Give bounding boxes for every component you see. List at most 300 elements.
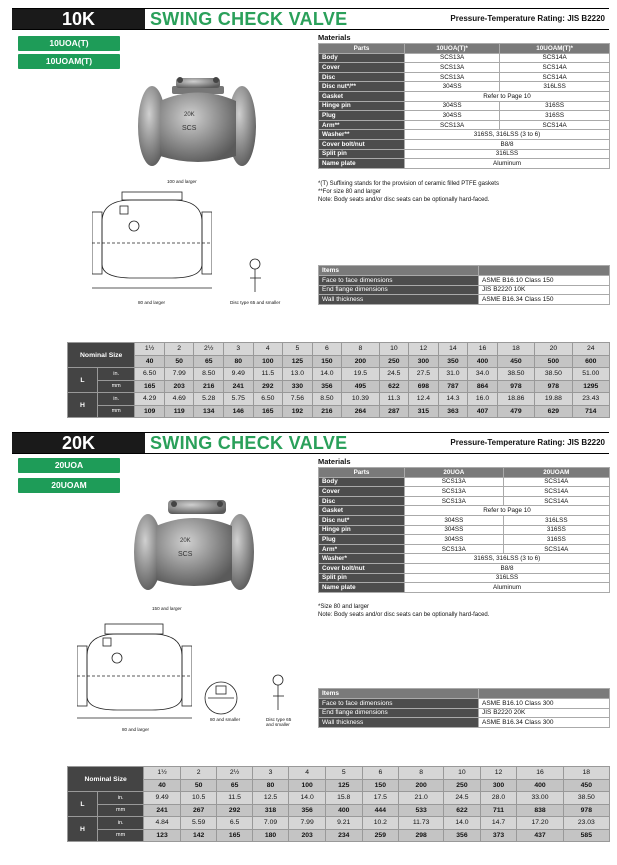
header-col-a: 20UOA	[405, 468, 504, 478]
dim-value-mm: 203	[164, 380, 194, 393]
dim-value-in: 17.20	[517, 817, 563, 830]
disc-type-drawing	[270, 674, 290, 714]
dim-value-mm: 318	[252, 804, 289, 817]
dim-row-L-mm	[68, 380, 610, 393]
cell: 316SS, 316LSS (3 to 6)	[405, 554, 610, 564]
size-inch: 5	[325, 767, 362, 780]
cell: SCS13A	[405, 120, 500, 130]
valve-drawing	[92, 178, 212, 293]
dim-value-mm: 165	[253, 405, 283, 418]
part-name: Body	[319, 477, 405, 487]
footnote: *(T) Suffixing stands for the provision of ceramic filled PTFE gaskets	[318, 181, 499, 187]
size-mm: 125	[283, 355, 313, 368]
dim-value-mm: 479	[497, 405, 534, 418]
dim-value-mm: 109	[135, 405, 165, 418]
table-row	[319, 563, 610, 573]
item-value: ASME B16.34 Class 150	[479, 295, 610, 305]
table-row	[319, 285, 610, 295]
dim-value-mm: 714	[572, 405, 609, 418]
dim-value-mm: 622	[379, 380, 409, 393]
dim-value-mm: 711	[480, 804, 517, 817]
size-inch: 5	[283, 343, 313, 356]
size-mm: 40	[144, 779, 181, 792]
dimension-table	[67, 342, 610, 418]
dim-value-mm: 373	[480, 829, 517, 842]
footnote: Note: Body seats and/or disc seats can be optionally hard-faced.	[318, 612, 490, 618]
part-name: Plug	[319, 111, 405, 121]
dim-value-mm: 978	[563, 804, 609, 817]
size-mm: 100	[253, 355, 283, 368]
item-label: End flange dimensions	[319, 708, 479, 718]
table-row	[319, 506, 610, 516]
dim-value-mm: 264	[342, 405, 379, 418]
dim-value-mm: 259	[362, 829, 399, 842]
size-mm: 40	[135, 355, 165, 368]
part-name: Arm*	[319, 544, 405, 554]
dim-value-mm: 495	[342, 380, 379, 393]
dim-value-in: 18.86	[497, 393, 534, 406]
dim-value-in: 38.50	[563, 792, 609, 805]
table-row	[319, 149, 610, 159]
cell: 316LSS	[500, 82, 610, 92]
dim-value-mm: 864	[468, 380, 498, 393]
dim-value-in: 9.49	[144, 792, 181, 805]
unit-in: in.	[98, 792, 144, 805]
svg-text:20K: 20K	[180, 538, 191, 544]
table-row	[319, 544, 610, 554]
size-in-row	[68, 767, 610, 780]
size-mm: 200	[342, 355, 379, 368]
caption-disc-type: Disc type 65 and smaller	[266, 717, 292, 727]
dim-value-in: 10.39	[342, 393, 379, 406]
size-mm: 65	[217, 779, 252, 792]
dim-value-mm: 585	[563, 829, 609, 842]
dim-value-in: 23.43	[572, 393, 609, 406]
size-inch: 8	[399, 767, 444, 780]
header-blank	[479, 266, 610, 276]
table-row	[319, 554, 610, 564]
model-badge: 10UOA(T)	[18, 36, 120, 51]
dim-value-in: 7.99	[164, 368, 194, 381]
section-title: SWING CHECK VALVE	[150, 9, 348, 29]
part-name: Disc	[319, 496, 405, 506]
cell: 316SS	[503, 535, 609, 545]
dim-value-in: 38.50	[535, 368, 572, 381]
pressure-rating: Pressure-Temperature Rating: JIS B2220	[450, 438, 605, 447]
size-mm-row	[68, 779, 610, 792]
dim-value-in: 14.7	[480, 817, 517, 830]
dim-value-mm: 119	[164, 405, 194, 418]
dim-value-mm: 292	[217, 804, 252, 817]
dim-value-in: 34.0	[468, 368, 498, 381]
caption-disc-type: Disc type 65 and smaller	[230, 300, 281, 305]
part-name: Name plate	[319, 159, 405, 169]
size-inch: 12	[409, 343, 439, 356]
pressure-class: 10K	[12, 9, 145, 29]
dim-value-in: 6.5	[217, 817, 252, 830]
table-row	[319, 139, 610, 149]
table-row	[319, 72, 610, 82]
size-mm: 65	[194, 355, 224, 368]
size-mm: 300	[480, 779, 517, 792]
dim-value-mm: 444	[362, 804, 399, 817]
dim-value-in: 19.88	[535, 393, 572, 406]
item-value: ASME B16.10 Class 150	[479, 275, 610, 285]
size-mm: 300	[409, 355, 439, 368]
dim-value-in: 4.29	[135, 393, 165, 406]
size-inch: 14	[438, 343, 468, 356]
dim-value-in: 21.0	[399, 792, 444, 805]
cell: 316SS, 316LSS (3 to 6)	[405, 130, 610, 140]
table-row	[319, 718, 610, 728]
size-inch: 2½	[194, 343, 224, 356]
dim-value-mm: 298	[399, 829, 444, 842]
part-name: Name plate	[319, 583, 405, 593]
size-inch: 6	[362, 767, 399, 780]
pressure-rating: Pressure-Temperature Rating: JIS B2220	[450, 14, 605, 23]
disc-type-drawing	[247, 258, 267, 296]
svg-text:SCS: SCS	[182, 125, 197, 132]
part-name: Washer**	[319, 130, 405, 140]
dim-value-mm: 629	[535, 405, 572, 418]
size-inch: 2½	[217, 767, 252, 780]
table-row	[319, 295, 610, 305]
item-label: Face to face dimensions	[319, 275, 479, 285]
dim-value-in: 10.2	[362, 817, 399, 830]
unit-mm: mm	[98, 405, 135, 418]
table-row	[319, 477, 610, 487]
header-col-a: 10UOA(T)*	[405, 44, 500, 54]
dim-value-mm: 165	[217, 829, 252, 842]
section-title: SWING CHECK VALVE	[150, 433, 348, 453]
cell: SCS14A	[500, 72, 610, 82]
unit-mm: mm	[98, 380, 135, 393]
table-row	[319, 487, 610, 497]
size-inch: 1½	[144, 767, 181, 780]
dim-value-mm: 216	[312, 405, 342, 418]
materials-title: Materials	[318, 457, 351, 466]
size-mm: 80	[224, 355, 254, 368]
cell: 316LSS	[405, 573, 610, 583]
dim-value-mm: 165	[135, 380, 165, 393]
dim-value-in: 15.8	[325, 792, 362, 805]
dim-label-H: H	[68, 817, 98, 842]
size-inch: 2	[180, 767, 217, 780]
cell: Aluminum	[405, 159, 610, 169]
dim-value-in: 4.69	[164, 393, 194, 406]
dim-value-mm: 134	[194, 405, 224, 418]
size-mm: 100	[289, 779, 326, 792]
dim-value-in: 7.99	[289, 817, 326, 830]
cell: Refer to Page 10	[405, 506, 610, 516]
nominal-size-label: Nominal Size	[68, 767, 144, 792]
size-mm: 350	[438, 355, 468, 368]
part-name: Gasket	[319, 91, 405, 101]
cell: SCS14A	[503, 487, 609, 497]
dimension-table	[67, 766, 610, 842]
dim-row-L	[68, 368, 610, 381]
part-name: Body	[319, 53, 405, 63]
footnote: Note: Body seats and/or disc seats can be optionally hard-faced.	[318, 197, 490, 203]
dim-value-in: 23.03	[563, 817, 609, 830]
size-inch: 6	[312, 343, 342, 356]
item-label: Wall thickness	[319, 295, 479, 305]
caption-80-smaller: 80 and smaller	[210, 717, 241, 722]
dim-value-mm: 146	[224, 405, 254, 418]
size-inch: 3	[252, 767, 289, 780]
materials-table	[318, 43, 610, 169]
table-row	[319, 82, 610, 92]
dim-value-mm: 363	[438, 405, 468, 418]
dim-value-mm: 533	[399, 804, 444, 817]
materials-title: Materials	[318, 33, 351, 42]
header-blank	[479, 689, 610, 699]
table-row	[319, 535, 610, 545]
dim-value-mm: 267	[180, 804, 217, 817]
cell: SCS14A	[503, 496, 609, 506]
dim-row-H	[68, 393, 610, 406]
dim-value-mm: 241	[144, 804, 181, 817]
unit-mm: mm	[98, 804, 144, 817]
cell: B8/8	[405, 563, 610, 573]
nominal-size-label: Nominal Size	[68, 343, 135, 368]
table-row	[319, 91, 610, 101]
part-name: Cover	[319, 63, 405, 73]
valve-photo	[132, 66, 262, 176]
cell: SCS14A	[503, 477, 609, 487]
size-mm: 500	[535, 355, 572, 368]
dim-value-in: 19.5	[342, 368, 379, 381]
size-mm: 400	[517, 779, 563, 792]
cell: B8/8	[405, 139, 610, 149]
dim-value-in: 14.0	[289, 792, 326, 805]
dim-value-in: 27.5	[409, 368, 439, 381]
unit-in: in.	[98, 368, 135, 381]
dim-row-L-mm	[68, 804, 610, 817]
dim-value-in: 9.21	[325, 817, 362, 830]
table-row	[319, 101, 610, 111]
dim-value-in: 7.09	[252, 817, 289, 830]
table-row	[319, 159, 610, 169]
section-header	[12, 8, 609, 30]
size-mm-row	[68, 355, 610, 368]
dim-value-in: 17.5	[362, 792, 399, 805]
item-label: Face to face dimensions	[319, 698, 479, 708]
cell: 304SS	[405, 101, 500, 111]
part-name: Split pin	[319, 573, 405, 583]
dim-value-mm: 180	[252, 829, 289, 842]
table-row	[319, 63, 610, 73]
table-row	[319, 130, 610, 140]
size-inch: 16	[517, 767, 563, 780]
valve-photo	[132, 490, 257, 600]
dim-value-in: 12.4	[409, 393, 439, 406]
dim-value-in: 5.75	[224, 393, 254, 406]
cell: Aluminum	[405, 583, 610, 593]
cell: SCS13A	[405, 544, 504, 554]
dim-value-mm: 216	[194, 380, 224, 393]
dim-value-mm: 407	[468, 405, 498, 418]
table-row	[319, 525, 610, 535]
dim-value-in: 11.3	[379, 393, 409, 406]
table-row	[319, 53, 610, 63]
dim-value-mm: 400	[325, 804, 362, 817]
size-mm: 125	[325, 779, 362, 792]
part-name: Disc nut*/**	[319, 82, 405, 92]
dim-value-in: 28.0	[480, 792, 517, 805]
dim-value-in: 12.5	[252, 792, 289, 805]
small-valve-drawing	[202, 678, 240, 718]
dim-value-mm: 787	[438, 380, 468, 393]
item-value: ASME B16.34 Class 300	[479, 718, 610, 728]
cell: SCS14A	[500, 63, 610, 73]
size-inch: 20	[535, 343, 572, 356]
cell: SCS13A	[405, 487, 504, 497]
dim-value-mm: 123	[144, 829, 181, 842]
dim-value-mm: 838	[517, 804, 563, 817]
cell: 316LSS	[405, 149, 610, 159]
dim-value-in: 51.00	[572, 368, 609, 381]
dim-value-mm: 315	[409, 405, 439, 418]
size-mm: 250	[379, 355, 409, 368]
size-inch: 18	[563, 767, 609, 780]
dim-row-H-mm	[68, 405, 610, 418]
cell: SCS14A	[503, 544, 609, 554]
cell: 316SS	[500, 111, 610, 121]
dim-value-mm: 142	[180, 829, 217, 842]
size-inch: 10	[379, 343, 409, 356]
dim-value-mm: 287	[379, 405, 409, 418]
cell: 304SS	[405, 535, 504, 545]
part-name: Cover	[319, 487, 405, 497]
dim-value-in: 8.50	[312, 393, 342, 406]
footnotes	[318, 603, 489, 619]
size-mm: 150	[312, 355, 342, 368]
dim-value-in: 8.50	[194, 368, 224, 381]
size-inch: 12	[480, 767, 517, 780]
size-mm: 50	[180, 779, 217, 792]
cell: SCS14A	[500, 53, 610, 63]
footnotes	[318, 180, 499, 204]
standards-table	[318, 265, 610, 305]
part-name: Disc nut*	[319, 515, 405, 525]
dim-value-mm: 192	[283, 405, 313, 418]
size-mm: 250	[444, 779, 481, 792]
part-name: Cover bolt/nut	[319, 563, 405, 573]
cell: SCS14A	[500, 120, 610, 130]
size-mm: 50	[164, 355, 194, 368]
header-items: Items	[319, 266, 479, 276]
dim-value-in: 11.73	[399, 817, 444, 830]
cell: 304SS	[405, 82, 500, 92]
size-mm: 450	[563, 779, 609, 792]
footnote: *Size 80 and larger	[318, 604, 370, 610]
dim-value-in: 14.0	[444, 817, 481, 830]
dim-value-mm: 978	[497, 380, 534, 393]
cell: Refer to Page 10	[405, 91, 610, 101]
dim-row-H	[68, 817, 610, 830]
table-row	[319, 583, 610, 593]
svg-text:SCS: SCS	[178, 551, 193, 558]
dim-value-in: 14.0	[312, 368, 342, 381]
table-header	[319, 266, 610, 276]
cell: 316SS	[503, 525, 609, 535]
unit-in: in.	[98, 393, 135, 406]
dim-value-mm: 698	[409, 380, 439, 393]
table-header	[319, 689, 610, 699]
part-name: Hinge pin	[319, 101, 405, 111]
dim-value-in: 24.5	[444, 792, 481, 805]
dim-value-in: 9.49	[224, 368, 254, 381]
size-inch: 3	[224, 343, 254, 356]
size-mm: 80	[252, 779, 289, 792]
dim-value-mm: 1295	[572, 380, 609, 393]
part-name: Disc	[319, 72, 405, 82]
size-mm: 600	[572, 355, 609, 368]
dim-value-mm: 356	[312, 380, 342, 393]
unit-mm: mm	[98, 829, 144, 842]
dim-value-in: 13.0	[283, 368, 313, 381]
table-row	[319, 120, 610, 130]
item-value: JIS B2220 20K	[479, 708, 610, 718]
dim-value-in: 24.5	[379, 368, 409, 381]
table-header	[319, 468, 610, 478]
cell: SCS13A	[405, 63, 500, 73]
dim-value-in: 10.5	[180, 792, 217, 805]
size-inch: 24	[572, 343, 609, 356]
cell: SCS13A	[405, 72, 500, 82]
unit-in: in.	[98, 817, 144, 830]
footnote: **For size 80 and larger	[318, 189, 382, 195]
model-badge: 20UOA	[18, 458, 120, 473]
dim-value-mm: 203	[289, 829, 326, 842]
size-inch: 18	[497, 343, 534, 356]
dim-value-in: 11.5	[253, 368, 283, 381]
part-name: Washer*	[319, 554, 405, 564]
size-inch: 10	[444, 767, 481, 780]
section-header	[12, 432, 609, 454]
table-row	[319, 275, 610, 285]
model-badge: 20UOAM	[18, 478, 120, 493]
table-row	[319, 573, 610, 583]
dim-value-in: 16.0	[468, 393, 498, 406]
table-row	[319, 111, 610, 121]
caption-100-larger: 100 and larger	[167, 179, 197, 184]
size-inch: 4	[253, 343, 283, 356]
dim-value-in: 38.50	[497, 368, 534, 381]
valve-drawing	[77, 612, 192, 722]
dim-value-in: 6.50	[253, 393, 283, 406]
header-items: Items	[319, 689, 479, 699]
dim-value-mm: 330	[283, 380, 313, 393]
pressure-class: 20K	[12, 433, 145, 453]
part-name: Plug	[319, 535, 405, 545]
cell: SCS13A	[405, 496, 504, 506]
table-row	[319, 515, 610, 525]
size-inch: 8	[342, 343, 379, 356]
cell: SCS13A	[405, 477, 504, 487]
caption-80-larger: 80 and larger	[122, 727, 150, 732]
dim-label-H: H	[68, 393, 98, 418]
cell: 304SS	[405, 111, 500, 121]
header-col-b: 20UOAM	[503, 468, 609, 478]
size-mm: 150	[362, 779, 399, 792]
table-row	[319, 698, 610, 708]
dim-value-in: 31.0	[438, 368, 468, 381]
table-header	[319, 44, 610, 54]
size-mm: 400	[468, 355, 498, 368]
cell: 304SS	[405, 515, 504, 525]
